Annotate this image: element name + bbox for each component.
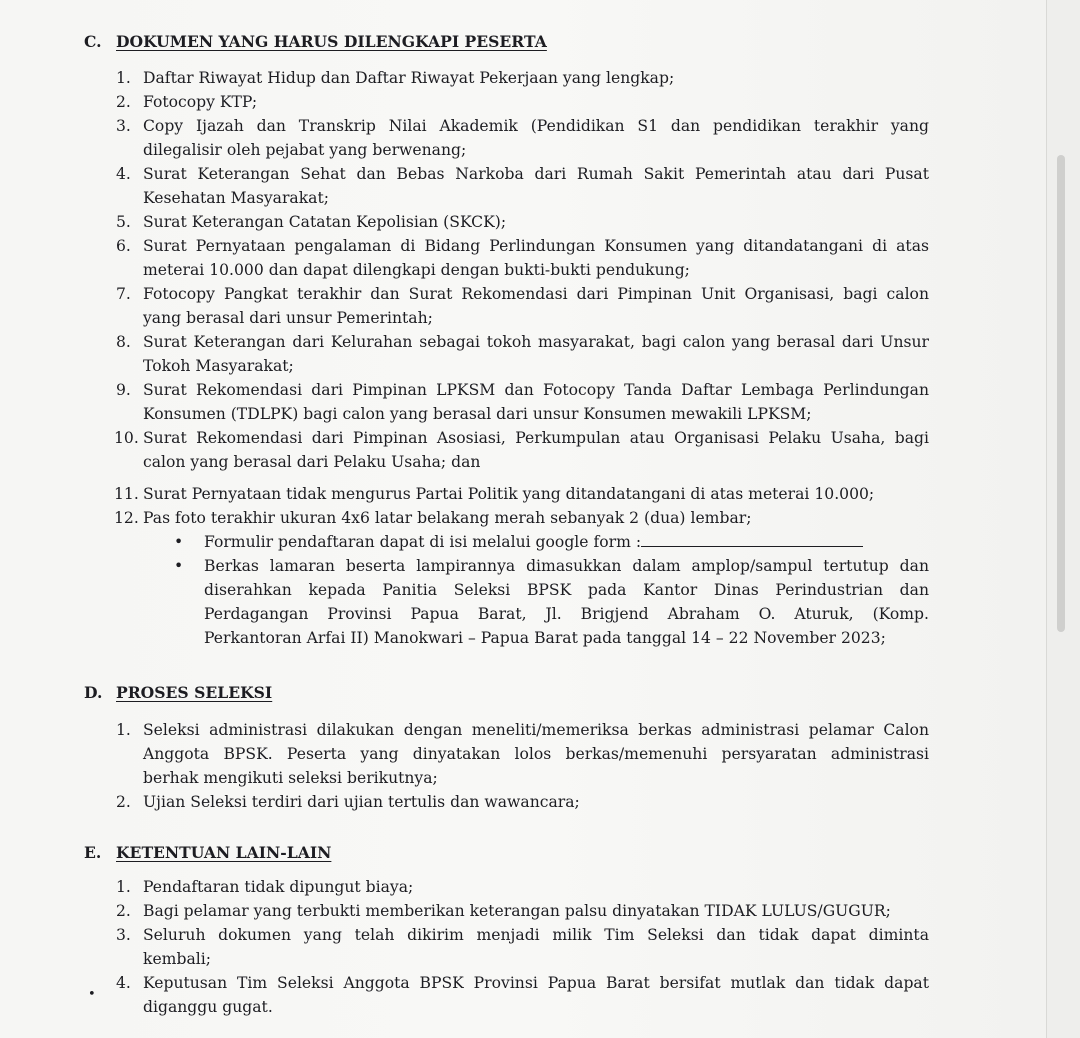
section-title: KETENTUAN LAIN-LAIN [116, 843, 332, 862]
item-text-line: Pendaftaran tidak dipungut biaya; [143, 878, 414, 896]
form-link-blank [641, 532, 863, 547]
item-number: 9. [116, 381, 131, 399]
item-text-line: Surat Pernyataan pengalaman di Bidang Perlindungan Konsumen yang ditandatangani di atas [143, 237, 929, 255]
item-number: 11. [114, 485, 139, 503]
item-number: 12. [114, 509, 139, 527]
item-number: 4. [116, 974, 131, 992]
item-number: 1. [116, 878, 131, 896]
item-number: 8. [116, 333, 131, 351]
item-text-line: Ujian Seleksi terdiri dari ujian tertulis dan wawancara; [143, 793, 580, 811]
item-text-line: Konsumen (TDLPK) bagi calon yang berasal dari unsur Konsumen mewakili LPKSM; [143, 405, 812, 423]
item-text-line: Anggota BPSK. Peserta yang dinyatakan lolos berkas/memenuhi persyaratan administrasi [143, 745, 929, 763]
item-number: 1. [116, 721, 131, 739]
item-text-line: kembali; [143, 950, 211, 968]
item-text-line: Keputusan Tim Seleksi Anggota BPSK Provinsi Papua Barat bersifat mutlak dan tidak dapat [143, 974, 929, 992]
margin-dot: • [88, 987, 96, 1002]
section-title: PROSES SELEKSI [116, 683, 273, 702]
scrollbar-thumb[interactable] [1057, 155, 1065, 632]
bullet-text-line [204, 554, 929, 578]
section-e-heading [84, 843, 331, 862]
bullet-text: Berkas lamaran beserta lampirannya dimasukkan dalam amplop/sampul tertutup dan [204, 557, 929, 575]
item-number: 4. [116, 165, 131, 183]
bullet-text-line [204, 530, 863, 554]
item-text-line: dilegalisir oleh pejabat yang berwenang; [143, 141, 467, 159]
section-letter: C. [84, 32, 102, 51]
item-text-line: Daftar Riwayat Hidup dan Daftar Riwayat Pekerjaan yang lengkap; [143, 69, 675, 87]
bullet-text-line [204, 578, 929, 602]
item-text-line: Surat Keterangan Sehat dan Bebas Narkoba dari Rumah Sakit Pemerintah atau dari Pusat [143, 165, 929, 183]
bullet-dot: • [174, 557, 184, 575]
item-text-line: Seluruh dokumen yang telah dikirim menjadi milik Tim Seleksi dan tidak dapat diminta [143, 926, 929, 944]
bullet-text-line [204, 626, 886, 650]
item-text-line: Fotocopy KTP; [143, 93, 258, 111]
item-text-line: Fotocopy Pangkat terakhir dan Surat Rekomendasi dari Pimpinan Unit Organisasi, bagi calon [143, 285, 929, 303]
item-text-line: Pas foto terakhir ukuran 4x6 latar belakang merah sebanyak 2 (dua) lembar; [143, 509, 752, 527]
item-text-line: yang berasal dari unsur Pemerintah; [143, 309, 433, 327]
item-text-line: Surat Keterangan dari Kelurahan sebagai tokoh masyarakat, bagi calon yang berasal dari Unsur [143, 333, 929, 351]
item-text-line: meterai 10.000 dan dapat dilengkapi dengan bukti-bukti pendukung; [143, 261, 690, 279]
item-text-line: Copy Ijazah dan Transkrip Nilai Akademik (Pendidikan S1 dan pendidikan terakhir yang [143, 117, 929, 135]
item-number: 3. [116, 117, 131, 135]
item-number: 1. [116, 69, 131, 87]
bullet-text: Perdagangan Provinsi Papua Barat, Jl. Brigjend Abraham O. Aturuk, (Komp. [204, 605, 929, 623]
item-text-line: Surat Pernyataan tidak mengurus Partai Politik yang ditandatangani di atas meterai 10.000; [143, 485, 875, 503]
item-number: 5. [116, 213, 131, 231]
item-number: 7. [116, 285, 131, 303]
item-number: 6. [116, 237, 131, 255]
bullet-text: Formulir pendaftaran dapat di isi melalui google form : [204, 533, 642, 551]
item-number: 3. [116, 926, 131, 944]
section-title: DOKUMEN YANG HARUS DILENGKAPI PESERTA [116, 32, 547, 51]
item-text-line: Surat Rekomendasi dari Pimpinan LPKSM dan Fotocopy Tanda Daftar Lembaga Perlindungan [143, 381, 929, 399]
bullet-text: diserahkan kepada Panitia Seleksi BPSK pada Kantor Dinas Perindustrian dan [204, 581, 929, 599]
section-d-heading [84, 683, 272, 702]
bullet-dot: • [174, 533, 184, 551]
item-text-line: calon yang berasal dari Pelaku Usaha; dan [143, 453, 481, 471]
bullet-text: Perkantoran Arfai II) Manokwari – Papua Barat pada tanggal 14 – 22 November 2023; [204, 629, 886, 647]
section-letter: E. [84, 843, 102, 862]
item-text-line: Kesehatan Masyarakat; [143, 189, 329, 207]
item-text-line: Bagi pelamar yang terbukti memberikan keterangan palsu dinyatakan TIDAK LULUS/GUGUR; [143, 902, 891, 920]
item-number: 10. [114, 429, 139, 447]
item-text-line: diganggu gugat. [143, 998, 273, 1016]
bullet-text-line [204, 602, 929, 626]
item-number: 2. [116, 93, 131, 111]
item-text-line: Surat Keterangan Catatan Kepolisian (SKCK); [143, 213, 507, 231]
section-letter: D. [84, 683, 103, 702]
item-text-line: Surat Rekomendasi dari Pimpinan Asosiasi, Perkumpulan atau Organisasi Pelaku Usaha, bagi [143, 429, 929, 447]
item-text-line: Seleksi administrasi dilakukan dengan meneliti/memeriksa berkas administrasi pelamar Calon [143, 721, 929, 739]
item-number: 2. [116, 793, 131, 811]
item-number: 2. [116, 902, 131, 920]
section-c-heading [84, 32, 547, 51]
item-text-line: Tokoh Masyarakat; [143, 357, 294, 375]
item-text-line: berhak mengikuti seleksi berikutnya; [143, 769, 438, 787]
